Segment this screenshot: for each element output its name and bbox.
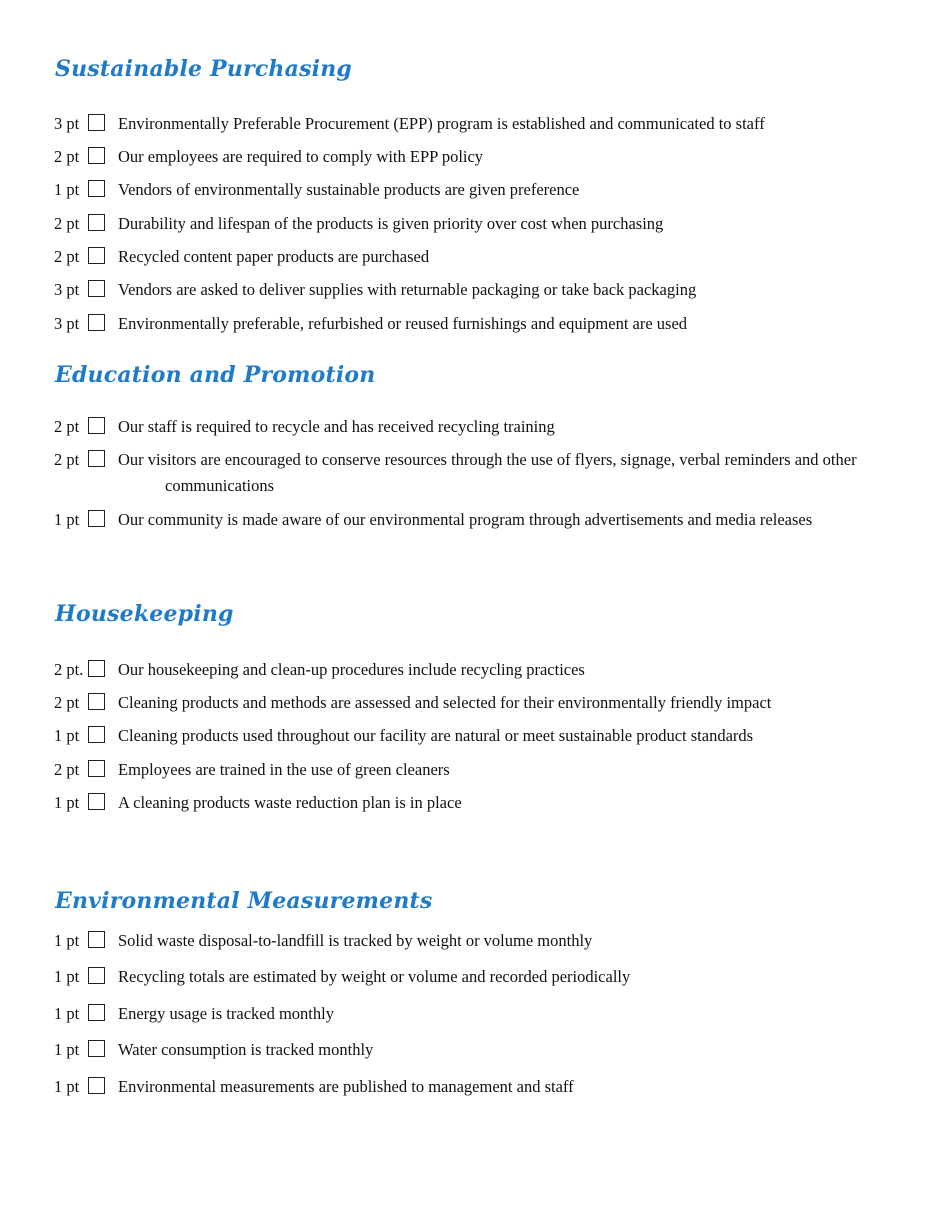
checklist-item: [54, 1037, 914, 1063]
checkbox[interactable]: [88, 450, 105, 467]
points-label: 2 pt: [54, 450, 80, 469]
checklist-item: [54, 111, 914, 137]
item-text: Recycled content paper products are purchased: [118, 247, 430, 266]
item-text: Our visitors are encouraged to conserve resources through the use of flyers, signage, verbal reminders and other communications: [118, 450, 857, 495]
checkbox[interactable]: [88, 510, 105, 527]
item-text: Our housekeeping and clean-up procedures include recycling practices: [118, 660, 585, 679]
checklist-item: [54, 1001, 914, 1027]
checkbox[interactable]: [88, 660, 105, 677]
points-label: 3 pt: [54, 114, 80, 133]
points-label: 1 pt: [54, 931, 80, 950]
checklist-item: [54, 507, 914, 533]
points-label: 2 pt.: [54, 660, 84, 679]
points-label: 1 pt: [54, 1077, 80, 1096]
points-label: 1 pt: [54, 967, 80, 986]
checklist-item: [54, 244, 914, 270]
points-label: 2 pt: [54, 214, 80, 233]
item-text: Environmentally preferable, refurbished or reused furnishings and equipment are used: [118, 314, 688, 333]
item-text: Water consumption is tracked monthly: [118, 1040, 374, 1059]
points-label: 2 pt: [54, 693, 80, 712]
checkbox[interactable]: [88, 280, 105, 297]
checklist-item: [54, 964, 914, 990]
item-text: Vendors of environmentally sustainable products are given preference: [118, 180, 580, 199]
checklist-item: [54, 723, 914, 749]
section-title-housekeeping: Housekeeping: [55, 601, 234, 627]
checklist-item: [54, 657, 914, 683]
checkbox[interactable]: [88, 1004, 105, 1021]
checkbox[interactable]: [88, 967, 105, 984]
item-text: Vendors are asked to deliver supplies with returnable packaging or take back packaging: [118, 280, 697, 299]
checklist-item: [54, 211, 914, 237]
checklist-item: [54, 690, 914, 716]
item-text: Cleaning products used throughout our facility are natural or meet sustainable product standards: [118, 726, 754, 745]
checkbox[interactable]: [88, 247, 105, 264]
checkbox[interactable]: [88, 114, 105, 131]
checkbox[interactable]: [88, 180, 105, 197]
points-label: 2 pt: [54, 760, 80, 779]
checkbox[interactable]: [88, 1077, 105, 1094]
item-text: A cleaning products waste reduction plan is in place: [118, 793, 462, 812]
checklist-item: [54, 177, 914, 203]
points-label: 1 pt: [54, 510, 80, 529]
checklist-item: [54, 757, 914, 783]
checkbox[interactable]: [88, 214, 105, 231]
item-text: Environmental measurements are published to management and staff: [118, 1077, 574, 1096]
points-label: 1 pt: [54, 793, 80, 812]
checklist-item: [54, 1074, 914, 1100]
points-label: 3 pt: [54, 314, 80, 333]
checkbox[interactable]: [88, 1040, 105, 1057]
checkbox[interactable]: [88, 693, 105, 710]
item-text: Our employees are required to comply with EPP policy: [118, 147, 484, 166]
checkbox[interactable]: [88, 793, 105, 810]
points-label: 2 pt: [54, 417, 80, 436]
checklist-item: [54, 277, 914, 303]
checklist-item: [54, 928, 914, 954]
item-text: Our community is made aware of our environmental program through advertisements and media releases: [118, 510, 813, 529]
points-label: 2 pt: [54, 147, 80, 166]
item-text: Cleaning products and methods are assessed and selected for their environmentally friendly impact: [118, 693, 772, 712]
section-title-environmental-measurements: Environmental Measurements: [55, 888, 433, 914]
points-label: 1 pt: [54, 1040, 80, 1059]
checklist-item: [54, 790, 914, 816]
checkbox[interactable]: [88, 726, 105, 743]
item-text: Durability and lifespan of the products is given priority over cost when purchasing: [118, 214, 664, 233]
points-label: 1 pt: [54, 726, 80, 745]
section-title-sustainable-purchasing: Sustainable Purchasing: [55, 56, 352, 82]
points-label: 1 pt: [54, 1004, 80, 1023]
checkbox[interactable]: [88, 417, 105, 434]
section-title-education-and-promotion: Education and Promotion: [55, 362, 376, 388]
points-label: 1 pt: [54, 180, 80, 199]
checklist-item: [54, 414, 914, 440]
checkbox[interactable]: [88, 931, 105, 948]
points-label: 3 pt: [54, 280, 80, 299]
item-text: Employees are trained in the use of green cleaners: [118, 760, 450, 779]
checklist-item: [54, 447, 914, 499]
checklist-item: [54, 311, 914, 337]
checkbox[interactable]: [88, 314, 105, 331]
item-text: Solid waste disposal-to-landfill is tracked by weight or volume monthly: [118, 931, 593, 950]
item-text: Energy usage is tracked monthly: [118, 1004, 334, 1023]
item-text: Our staff is required to recycle and has received recycling training: [118, 417, 555, 436]
item-text: Recycling totals are estimated by weight or volume and recorded periodically: [118, 967, 631, 986]
checkbox[interactable]: [88, 147, 105, 164]
checkbox[interactable]: [88, 760, 105, 777]
points-label: 2 pt: [54, 247, 80, 266]
checklist-item: [54, 144, 914, 170]
item-text: Environmentally Preferable Procurement (EPP) program is established and communicated to staff: [118, 114, 765, 133]
